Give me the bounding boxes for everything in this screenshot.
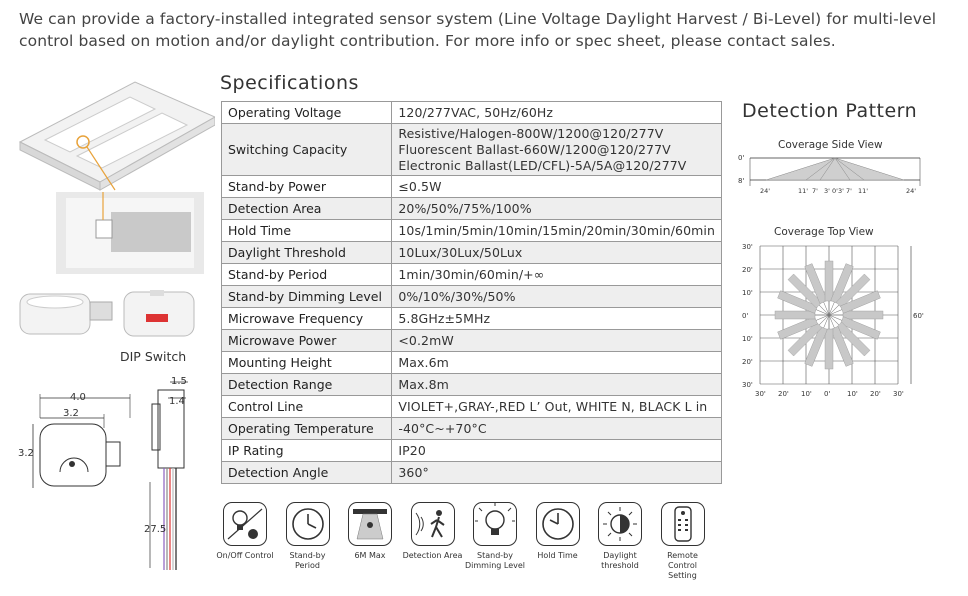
top-y-label: 30' bbox=[742, 381, 753, 389]
feature-label: Hold Time bbox=[537, 551, 578, 560]
spec-value: IP20 bbox=[392, 440, 722, 462]
side-x-label: 24' bbox=[760, 187, 771, 195]
feature-icons-row bbox=[216, 502, 719, 592]
feature-label: 6M Max bbox=[354, 551, 386, 560]
coverage-side-view bbox=[736, 150, 926, 196]
feature-item bbox=[344, 502, 396, 561]
feature-label: Stand-by Dimming Level bbox=[465, 551, 525, 570]
spec-key: Stand-by Dimming Level bbox=[222, 286, 392, 308]
side-x-label: 11' bbox=[798, 187, 809, 195]
top-x-label: 30' bbox=[893, 390, 904, 398]
dip-switch-image bbox=[122, 288, 196, 340]
spec-row bbox=[222, 418, 722, 440]
dimension-front-drawing bbox=[12, 388, 132, 498]
spec-row bbox=[222, 462, 722, 484]
spec-row bbox=[222, 124, 722, 176]
top-y-label: 30' bbox=[742, 243, 753, 251]
spec-key: Detection Range bbox=[222, 374, 392, 396]
spec-value-line: Electronic Ballast(LED/CFL)-5A/5A@120/277V bbox=[398, 157, 687, 173]
spec-value bbox=[392, 124, 722, 176]
spec-value: 1min/30min/60min/+∞ bbox=[392, 264, 722, 286]
spec-row bbox=[222, 374, 722, 396]
side-x-label: 7' bbox=[846, 187, 852, 195]
side-view-label: Coverage Side View bbox=[778, 139, 883, 151]
side-x-label: 3' bbox=[838, 187, 844, 195]
intro-paragraph: We can provide a factory-installed integrated sensor system (Line Voltage Daylight Harvest / Bi-Level) for multi-level control based on motion and/or daylight contribution. For more info or spec sheet, please contact sales. bbox=[19, 10, 937, 50]
top-x-label: 30' bbox=[755, 390, 766, 398]
spec-value: 10s/1min/5min/10min/15min/20min/30min/60min bbox=[392, 220, 722, 242]
top-y-label: 0' bbox=[742, 312, 749, 320]
feature-item bbox=[594, 502, 646, 571]
sensor-installed-image bbox=[56, 192, 204, 274]
spec-key: Daylight Threshold bbox=[222, 242, 392, 264]
feature-label: Detection Area bbox=[402, 551, 463, 560]
top-x-label: 20' bbox=[778, 390, 789, 398]
remote-icon bbox=[661, 502, 705, 546]
top-y-label: 10' bbox=[742, 289, 753, 297]
spec-value: Max.6m bbox=[392, 352, 722, 374]
spec-key: Operating Voltage bbox=[222, 102, 392, 124]
spec-key: Operating Temperature bbox=[222, 418, 392, 440]
spec-row bbox=[222, 220, 722, 242]
dimming-bulb-icon bbox=[473, 502, 517, 546]
side-y-label: 8' bbox=[738, 177, 745, 185]
feature-item bbox=[532, 502, 584, 561]
spec-value: 120/277VAC, 50Hz/60Hz bbox=[392, 102, 722, 124]
spec-row bbox=[222, 176, 722, 198]
spec-value: ≤0.5W bbox=[392, 176, 722, 198]
spec-key: Stand-by Power bbox=[222, 176, 392, 198]
mounting-height-icon bbox=[348, 502, 392, 546]
feature-label: Stand-by Period bbox=[289, 551, 326, 570]
spec-key: Stand-by Period bbox=[222, 264, 392, 286]
spec-row bbox=[222, 352, 722, 374]
feature-label: Remote Control Setting bbox=[667, 551, 698, 580]
spec-key: Detection Area bbox=[222, 198, 392, 220]
side-x-label: 0' bbox=[832, 187, 838, 195]
side-x-label: 7' bbox=[812, 187, 818, 195]
feature-item bbox=[216, 502, 274, 561]
spec-row bbox=[222, 286, 722, 308]
top-x-label: 10' bbox=[847, 390, 858, 398]
spec-key: Hold Time bbox=[222, 220, 392, 242]
feature-item bbox=[282, 502, 334, 571]
side-y-label: 0' bbox=[738, 154, 745, 162]
coverage-top-view bbox=[736, 240, 936, 402]
sensor-side-image bbox=[18, 288, 118, 340]
top-y-label: 20' bbox=[742, 358, 753, 366]
top-right-dim-label: 60' bbox=[913, 312, 924, 320]
daylight-icon bbox=[598, 502, 642, 546]
dim-side-top: 1.5 bbox=[171, 376, 187, 387]
top-x-label: 20' bbox=[870, 390, 881, 398]
side-x-label: 3' bbox=[824, 187, 830, 195]
spec-value: VIOLET+,GRAY-,RED L’ Out, WHITE N, BLACK L in bbox=[392, 396, 722, 418]
spec-row bbox=[222, 330, 722, 352]
feature-label: Daylight threshold bbox=[601, 551, 639, 570]
specifications-table bbox=[221, 101, 722, 484]
feature-item bbox=[465, 502, 525, 571]
spec-value: 20%/50%/75%/100% bbox=[392, 198, 722, 220]
spec-value: <0.2mW bbox=[392, 330, 722, 352]
top-y-label: 20' bbox=[742, 266, 753, 274]
dim-side-inner: 1.4 bbox=[169, 396, 185, 407]
feature-label: On/Off Control bbox=[216, 551, 274, 560]
troffer-fixture-image bbox=[15, 72, 215, 192]
hold-clock-icon bbox=[536, 502, 580, 546]
bulb-onoff-icon bbox=[223, 502, 267, 546]
clock-standby-icon bbox=[286, 502, 330, 546]
spec-key: Detection Angle bbox=[222, 462, 392, 484]
spec-value: Max.8m bbox=[392, 374, 722, 396]
dim-width-inner: 3.2 bbox=[63, 408, 79, 419]
feature-item bbox=[657, 502, 709, 581]
spec-row bbox=[222, 396, 722, 418]
spec-key: Microwave Frequency bbox=[222, 308, 392, 330]
dim-wire: 27.5 bbox=[144, 524, 167, 535]
feature-item bbox=[402, 502, 463, 561]
spec-row bbox=[222, 264, 722, 286]
dim-width-outer: 4.0 bbox=[70, 392, 86, 403]
dip-switch-label: DIP Switch bbox=[120, 349, 187, 364]
top-x-label: 10' bbox=[801, 390, 812, 398]
spec-key: Mounting Height bbox=[222, 352, 392, 374]
spec-value-line: Resistive/Halogen-800W/1200@120/277V bbox=[398, 125, 664, 141]
side-x-label: 24' bbox=[906, 187, 917, 195]
spec-value: 10Lux/30Lux/50Lux bbox=[392, 242, 722, 264]
spec-key: Switching Capacity bbox=[222, 124, 392, 176]
spec-value: 5.8GHz±5MHz bbox=[392, 308, 722, 330]
walking-person-icon bbox=[411, 502, 455, 546]
spec-value: 360° bbox=[392, 462, 722, 484]
dim-height: 3.2 bbox=[18, 448, 34, 459]
spec-row bbox=[222, 198, 722, 220]
spec-value-line: Fluorescent Ballast-660W/1200@120/277V bbox=[398, 141, 671, 157]
top-y-label: 10' bbox=[742, 335, 753, 343]
spec-value: 0%/10%/30%/50% bbox=[392, 286, 722, 308]
side-x-label: 11' bbox=[858, 187, 869, 195]
spec-key: Control Line bbox=[222, 396, 392, 418]
spec-row bbox=[222, 440, 722, 462]
spec-row bbox=[222, 102, 722, 124]
spec-key: IP Rating bbox=[222, 440, 392, 462]
detection-pattern-title: Detection Pattern bbox=[742, 100, 918, 122]
top-view-label: Coverage Top View bbox=[774, 226, 874, 238]
spec-key: Microwave Power bbox=[222, 330, 392, 352]
top-x-label: 0' bbox=[824, 390, 831, 398]
spec-row bbox=[222, 308, 722, 330]
spec-row bbox=[222, 242, 722, 264]
spec-value: -40°C~+70°C bbox=[392, 418, 722, 440]
specifications-title: Specifications bbox=[220, 72, 359, 94]
